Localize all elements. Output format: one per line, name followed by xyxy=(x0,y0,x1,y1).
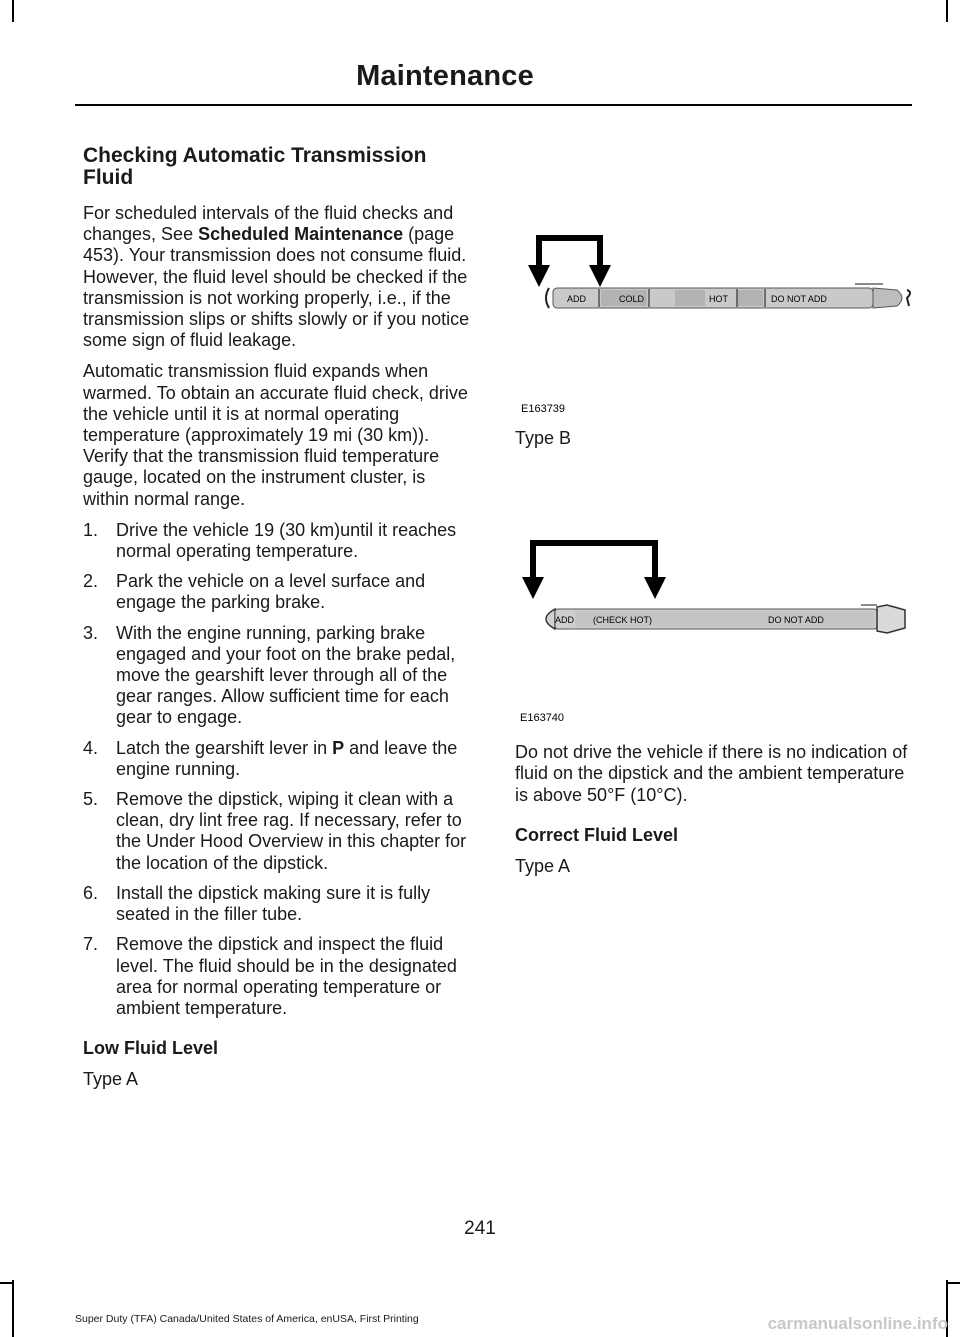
step-text: Park the vehicle on a level surface and engage the parking brake. xyxy=(116,571,426,613)
correct-fluid-heading: Correct Fluid Level xyxy=(515,824,679,845)
step-text: With the engine running, parking brake engaged and your foot on the brake pedal, move the gearshift lever through all of the gear ranges. Allow sufficient time for each gear to engage. xyxy=(116,622,456,728)
crop-mark xyxy=(946,1282,960,1284)
step-text: Latch the gearshift lever in xyxy=(116,737,333,758)
dipstick-tip-icon xyxy=(546,609,555,629)
step-text: Remove the dipstick and inspect the fluid level. The fluid should be in the designated area for normal operating temperature or ambient temperature. xyxy=(116,934,457,1018)
hatch-zone xyxy=(675,290,705,306)
list-item xyxy=(83,934,475,1019)
list-item xyxy=(83,571,475,613)
page-title: Maintenance xyxy=(356,60,534,92)
expansion-paragraph: Automatic transmission fluid expands when warmed. To obtain an accurate fluid check, drive the vehicle until it is at normal operating temperature (approximately 19 mi (30 km)). Verify that the transmission fluid temperature gauge, located on the instrument cluster, is within normal range. xyxy=(83,361,468,509)
step-number: 7. xyxy=(83,934,99,955)
label-do-not-add: DO NOT ADD xyxy=(768,615,824,626)
crop-mark xyxy=(12,0,14,22)
list-item xyxy=(83,789,475,874)
step-text: Install the dipstick making sure it is fully seated in the filler tube. xyxy=(116,882,431,925)
dipstick-a-illustration xyxy=(515,220,915,420)
crop-mark xyxy=(12,1280,14,1337)
low-fluid-heading: Low Fluid Level xyxy=(83,1038,219,1059)
intro-text: For scheduled intervals of the fluid checks and changes, See xyxy=(83,203,454,245)
hatch-zone xyxy=(737,290,763,306)
dipstick-tip-icon xyxy=(546,288,549,308)
step-number: 1. xyxy=(83,519,99,540)
crop-mark xyxy=(946,0,948,22)
list-item xyxy=(83,520,475,562)
gear-p: P xyxy=(332,737,345,758)
watermark: carmanualsonline.info xyxy=(767,1314,948,1333)
left-column xyxy=(83,145,475,1100)
label-do-not-add: DO NOT ADD xyxy=(771,294,827,304)
dipstick-figure-type-b xyxy=(515,459,915,729)
page-number: 241 xyxy=(464,1218,496,1239)
dipstick-b-illustration xyxy=(515,459,915,729)
type-b-label: Type B xyxy=(515,428,572,448)
list-item xyxy=(83,883,475,925)
crop-mark xyxy=(0,1282,14,1284)
step-number: 2. xyxy=(83,571,99,592)
label-add: ADD xyxy=(555,615,575,626)
step-number: 3. xyxy=(83,622,99,643)
arrow-down-icon xyxy=(589,265,611,287)
dipstick-handle xyxy=(877,605,905,633)
level-bracket-icon xyxy=(533,543,655,587)
level-bracket-icon xyxy=(539,238,600,275)
type-label: Type A xyxy=(515,855,571,876)
header-rule xyxy=(75,104,912,106)
label-cold: COLD xyxy=(619,294,645,304)
figure-code: E163739 xyxy=(521,403,566,415)
label-hot: HOT xyxy=(709,294,728,304)
footer-text: Super Duty (TFA) Canada/United States of America, enUSA, First Printing xyxy=(75,1313,419,1325)
step-text-cont: and leave the engine running. xyxy=(116,737,458,779)
type-label: Type A xyxy=(83,1069,139,1090)
scheduled-maintenance-link[interactable]: Scheduled Maintenance xyxy=(198,224,404,245)
arrow-down-icon xyxy=(522,577,544,599)
list-item xyxy=(83,623,475,729)
label-add: ADD xyxy=(567,294,587,304)
step-text: Drive the vehicle 19 (30 km)until it reaches normal operating temperature. xyxy=(116,519,457,562)
section-heading: Checking Automatic Transmission Fluid xyxy=(83,144,427,189)
list-item xyxy=(83,738,475,780)
step-text: Remove the dipstick, wiping it clean with a clean, dry lint free rag. If necessary, refer to the Under Hood Overview in this chapter for the location of the dipstick. xyxy=(116,789,467,873)
dipstick-figure-type-a xyxy=(515,220,915,420)
intro-paragraph xyxy=(83,203,475,351)
arrow-down-icon xyxy=(644,577,666,599)
procedure-list xyxy=(83,520,475,1019)
step-number: 6. xyxy=(83,882,99,903)
step-number: 4. xyxy=(83,737,99,758)
step-number: 5. xyxy=(83,789,99,810)
right-column xyxy=(515,220,915,887)
figure-code: E163740 xyxy=(520,712,565,725)
warning-paragraph: Do not drive the vehicle if there is no indication of fluid on the dipstick and the ambient temperature is above 50°F (10°C). xyxy=(515,742,908,805)
dipstick-handle xyxy=(873,288,902,308)
label-check-hot: (CHECK HOT) xyxy=(593,615,652,626)
arrow-down-icon xyxy=(528,265,550,287)
intro-text-cont: (page 453). Your transmission does not consume fluid. However, the fluid level should be checked if the transmission is not working properly, i.e., if the transmission slips or shifts slowly or if you notice some sign of fluid leakage. xyxy=(83,224,470,351)
